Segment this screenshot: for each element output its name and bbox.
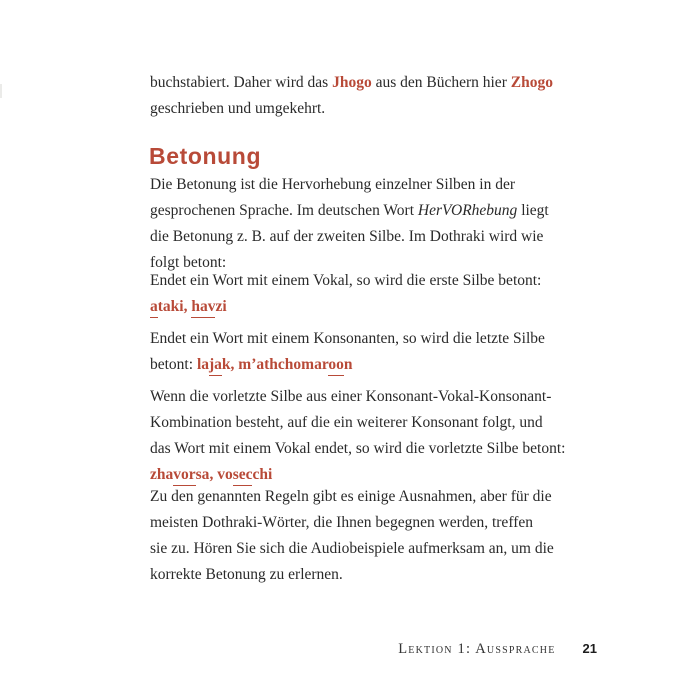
example-words-line [150,352,564,378]
term-separator: , [209,466,218,483]
text-line: korrekte Betonung zu erlernen. [150,566,343,583]
page-footer [150,641,597,658]
text-line: die Betonung z. B. auf der zweiten Silbe. Im Dothraki wird wie [150,228,544,245]
text-line: sie zu. Hören Sie sich die Audiobeispiele aufmerksam an, um die [150,540,554,557]
stressed-syllable: ja [209,356,222,376]
intro-paragraph [150,70,564,122]
term-part: sa [195,466,210,483]
term-part: n [343,356,353,373]
text-line: meisten Dothraki-Wörter, die Ihnen begegnen werden, treffen [150,514,533,531]
rule-paragraph-vowel [150,268,564,320]
page-number: 21 [582,641,597,656]
term-part: chi [252,466,273,483]
page-edge-artifact [0,84,2,98]
text-line: geschrieben und umgekehrt. [150,100,326,117]
term-part: zha [150,466,174,483]
text-line [150,198,564,224]
closing-paragraph [150,484,564,588]
term-separator: , [230,356,239,373]
dothraki-term-zhavorsa [150,466,209,486]
text-line: Endet ein Wort mit einem Vokal, so wird die erste Silbe betont: [150,272,542,289]
dothraki-term-jhogo: Jhogo [332,74,372,91]
intro-text: aus den Büchern hier [371,74,511,91]
dothraki-term-zhogo: Zhogo [510,74,553,91]
term-part: zi [215,298,227,315]
stressed-syllable: hav [191,298,215,318]
stressed-syllable: sec [233,466,253,486]
line-prefix: betont: [150,356,197,373]
intro-text: buchstabiert. Daher wird das [150,74,333,91]
text-line: folgt betont: [150,254,227,271]
term-part: la [196,356,209,373]
intro-text: gesprochenen Sprache. Im deutschen Wort [150,202,418,219]
text-line: Zu den genannten Regeln gibt es einige Ausnahmen, aber für die [150,488,552,505]
text-line: das Wort mit einem Vokal endet, so wird die vorletzte Silbe betont: [150,440,566,457]
rule-paragraph-consonant [150,326,564,378]
text-line: Kombination besteht, auf die ein weiterer Konsonant folgt, und [150,414,543,431]
dothraki-term-mathchomaroon [238,356,352,376]
dothraki-term-havzi [191,298,226,318]
stressed-syllable: oo [328,356,344,376]
example-words-line [150,294,564,320]
section-heading: Betonung [149,143,262,169]
chapter-label: Lektion 1: Aussprache [398,641,556,657]
term-part: m’athchomar [238,356,329,373]
stressed-syllable: vor [173,466,195,486]
emphasized-word: HerVORhebung [417,202,518,219]
text-line: Endet ein Wort mit einem Konsonanten, so wird die letzte Silbe [150,330,545,347]
term-part: k [221,356,231,373]
dothraki-term-ataki [150,298,184,318]
text-line: Wenn die vorletzte Silbe aus einer Konsonant-Vokal-Konsonant- [150,388,552,405]
dothraki-term-vosecchi [217,466,272,486]
term-part: taki [157,298,184,315]
text-line: Die Betonung ist die Hervorhebung einzelner Silben in der [150,176,516,193]
dothraki-term-lajak [197,356,231,376]
stressed-syllable: a [150,298,158,318]
term-separator: , [183,298,192,315]
rule-paragraph-cvc [150,384,564,488]
text-line [150,70,564,96]
term-part: vo [217,466,233,483]
intro-text: liegt [517,202,549,219]
section-intro-paragraph [150,172,564,276]
